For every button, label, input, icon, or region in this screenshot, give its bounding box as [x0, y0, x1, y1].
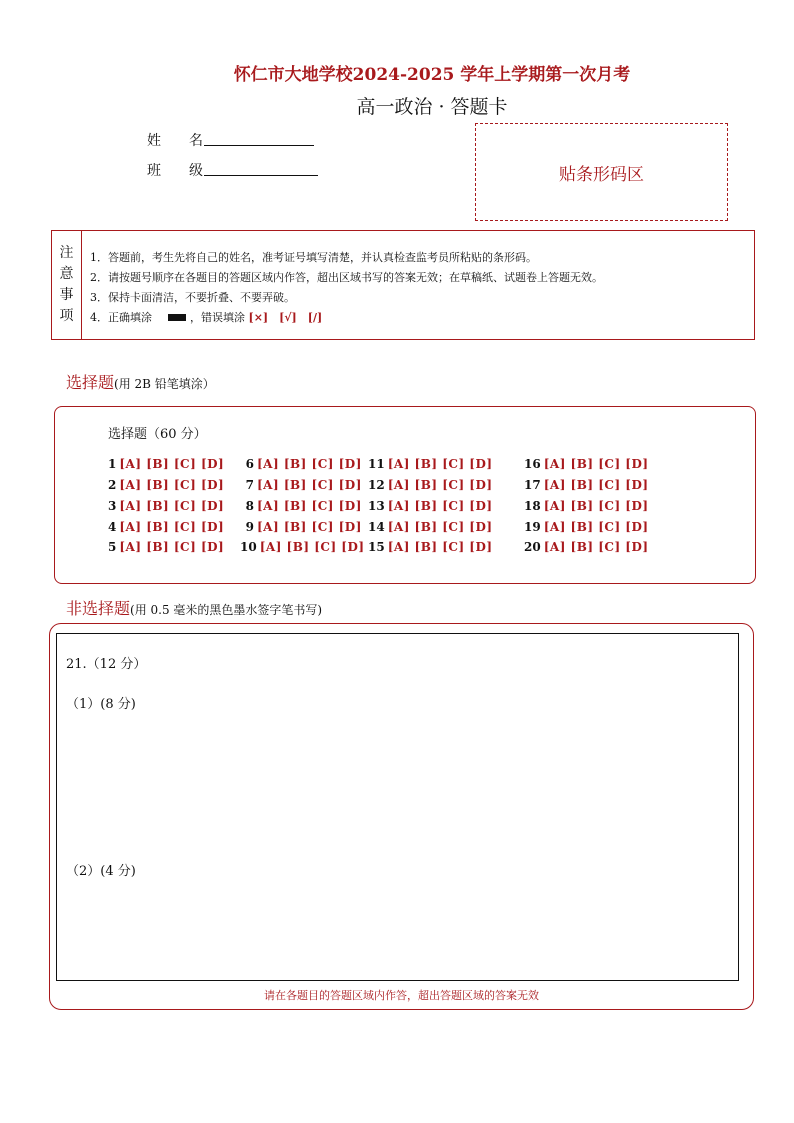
- choice-question: [108, 478, 224, 492]
- answer-bubbles[interactable]: [A] [B] [C] [D]: [387, 520, 493, 534]
- choice-question: [524, 540, 649, 554]
- question-number: 5: [108, 540, 117, 554]
- question-number: 7: [245, 478, 254, 492]
- correct-fill-sample: [168, 314, 186, 321]
- essay-heading-note: (用 0.5 毫米的黑色墨水签字笔书写): [130, 603, 323, 617]
- choice-question: [108, 520, 224, 534]
- notice-heading: [52, 231, 82, 339]
- essay-answer-area[interactable]: [56, 633, 739, 981]
- class-label: 班 级: [147, 163, 203, 179]
- notice-list: [90, 248, 603, 328]
- choice-question: [240, 520, 362, 534]
- choice-question: [524, 478, 649, 492]
- question-number: 18: [524, 499, 541, 513]
- question-number: 1: [108, 457, 117, 471]
- wrong-fill-marks: [×] [√] [/]: [248, 311, 323, 324]
- question-number: 3: [108, 499, 117, 513]
- question-number: 19: [524, 520, 541, 534]
- answer-bubbles[interactable]: [A] [B] [C] [D]: [543, 457, 649, 471]
- barcode-area: [475, 123, 728, 221]
- choice-question: [524, 499, 649, 513]
- notice-item: 1．答题前，考生先将自己的姓名，准考证号填写清楚，并认真检查监考员所粘贴的条形码。: [90, 251, 537, 264]
- answer-bubbles[interactable]: [A] [B] [C] [D]: [543, 540, 649, 554]
- choice-question: [240, 457, 362, 471]
- question-number: 2: [108, 478, 117, 492]
- essay-heading-text: 非选择题: [66, 599, 131, 618]
- answer-bubbles[interactable]: [A] [B] [C] [D]: [387, 540, 493, 554]
- answer-bubbles[interactable]: [A] [B] [C] [D]: [119, 457, 225, 471]
- notice-item4-wrong: ，错误填涂: [190, 311, 245, 324]
- question-number: 14: [368, 520, 385, 534]
- answer-area-warning: 请在各题目的答题区域内作答，超出答题区域的答案无效: [264, 989, 539, 1002]
- answer-bubbles[interactable]: [A] [B] [C] [D]: [543, 520, 649, 534]
- choice-question: [524, 520, 649, 534]
- choice-question: [108, 540, 224, 554]
- notice-box: [51, 230, 755, 340]
- notice-item: 3．保持卡面清洁，不要折叠、不要弄破。: [90, 291, 295, 304]
- question-number: 11: [368, 457, 385, 471]
- answer-bubbles[interactable]: [A] [B] [C] [D]: [387, 457, 493, 471]
- question-number: 10: [240, 540, 257, 554]
- name-field[interactable]: [204, 131, 314, 146]
- notice-item: [90, 308, 603, 328]
- answer-bubbles[interactable]: [A] [B] [C] [D]: [257, 520, 362, 534]
- choice-question: [368, 478, 493, 492]
- question-number: 12: [368, 478, 385, 492]
- answer-bubbles[interactable]: [A] [B] [C] [D]: [119, 520, 225, 534]
- question-number: 4: [108, 520, 117, 534]
- question-number: 15: [368, 540, 385, 554]
- question-number: 13: [368, 499, 385, 513]
- notice-item: 2．请按题号顺序在各题目的答题区域内作答，超出区域书写的答案无效；在草稿纸、试题卷上答题无效。: [90, 271, 603, 284]
- answer-bubbles[interactable]: [A] [B] [C] [D]: [543, 478, 649, 492]
- class-field[interactable]: [204, 161, 318, 176]
- choice-question: [524, 457, 649, 471]
- choice-heading-text: 选择题: [66, 373, 115, 392]
- question-21-part2-label: （2）(4 分): [66, 864, 136, 879]
- notice-heading-char: 项: [59, 308, 74, 324]
- answer-bubbles[interactable]: [A] [B] [C] [D]: [257, 457, 362, 471]
- choice-question: [368, 520, 493, 534]
- choice-question: [240, 499, 362, 513]
- question-21-part1-label: （1）(8 分): [66, 697, 136, 712]
- choice-box-title: 选择题（60 分）: [108, 427, 207, 442]
- choice-question: [368, 540, 493, 554]
- question-number: 16: [524, 457, 541, 471]
- question-number: 8: [245, 499, 254, 513]
- answer-bubbles[interactable]: [A] [B] [C] [D]: [119, 499, 225, 513]
- answer-bubbles[interactable]: [A] [B] [C] [D]: [387, 499, 493, 513]
- answer-bubbles[interactable]: [A] [B] [C] [D]: [257, 478, 362, 492]
- choice-question: [240, 540, 365, 554]
- notice-heading-char: 事: [59, 287, 74, 303]
- answer-bubbles[interactable]: [A] [B] [C] [D]: [259, 540, 365, 554]
- notice-item4-prefix: 4．正确填涂: [90, 311, 152, 324]
- answer-bubbles[interactable]: [A] [B] [C] [D]: [257, 499, 362, 513]
- answer-bubbles[interactable]: [A] [B] [C] [D]: [543, 499, 649, 513]
- choice-section-heading: [66, 370, 215, 393]
- choice-question: [240, 478, 362, 492]
- choice-question: [108, 457, 224, 471]
- answer-bubbles[interactable]: [A] [B] [C] [D]: [387, 478, 493, 492]
- notice-heading-char: 注: [59, 245, 74, 261]
- name-label: 姓 名: [147, 133, 203, 149]
- choice-heading-note: (用 2B 铅笔填涂）: [114, 377, 215, 391]
- notice-heading-char: 意: [59, 266, 74, 282]
- barcode-label: 贴条形码区: [559, 164, 644, 185]
- question-number: 9: [245, 520, 254, 534]
- answer-card-subtitle: 高一政治 · 答题卡: [356, 96, 508, 118]
- answer-bubbles[interactable]: [A] [B] [C] [D]: [119, 540, 225, 554]
- essay-section-heading: [66, 596, 322, 619]
- choice-question: [368, 499, 493, 513]
- question-21-label: 21.（12 分）: [66, 657, 147, 672]
- answer-bubbles[interactable]: [A] [B] [C] [D]: [119, 478, 225, 492]
- question-number: 17: [524, 478, 541, 492]
- question-number: 20: [524, 540, 541, 554]
- choice-question: [368, 457, 493, 471]
- exam-title: 怀仁市大地学校2024-2025 学年上学期第一次月考: [233, 65, 631, 85]
- question-number: 6: [245, 457, 254, 471]
- choice-question: [108, 499, 224, 513]
